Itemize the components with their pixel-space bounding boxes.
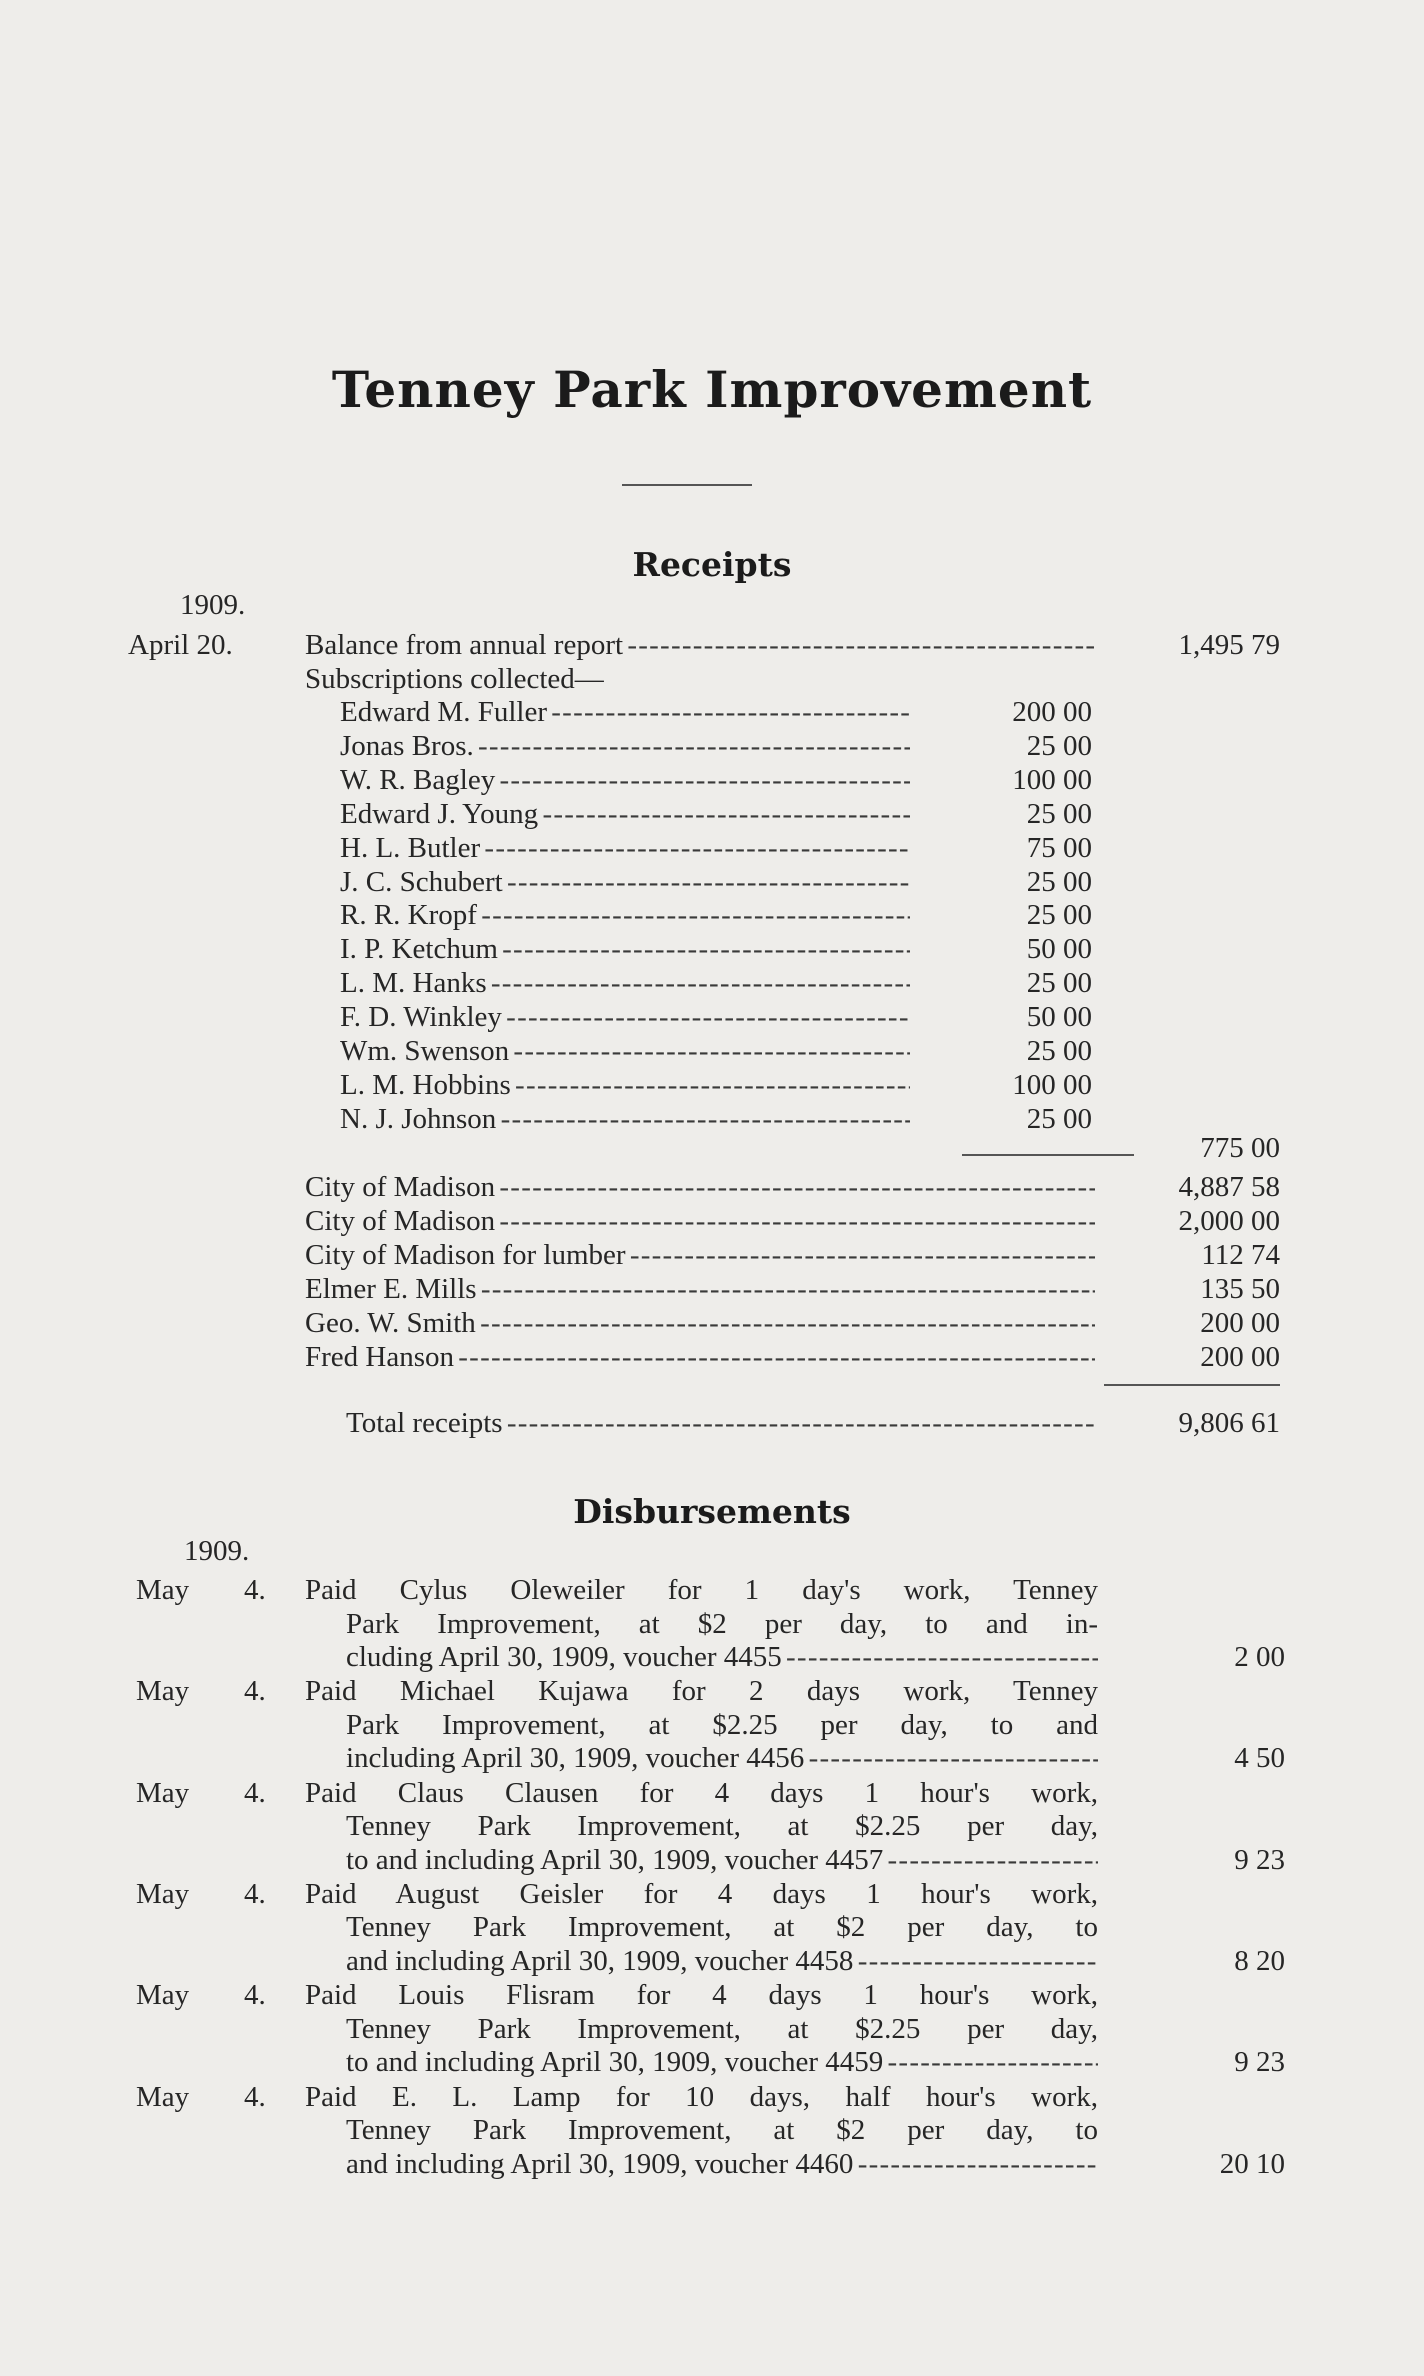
subscription-amount: 25 00	[1026, 1035, 1092, 1067]
entry-month: May	[136, 1776, 190, 1809]
entry-amount: 8 20	[1234, 1944, 1285, 1977]
entry-text: Tenney Park Improvement, at $2.25 per day,	[346, 2012, 1098, 2045]
receipt-row	[305, 1238, 1095, 1272]
receipt-row	[305, 1272, 1095, 1306]
balance-label: Balance from annual report - - -	[305, 628, 1095, 662]
receipt-amount: 135 50	[1200, 1272, 1280, 1305]
entry-text: and including April 30, 1909, voucher 4460 - - -	[346, 2147, 1098, 2181]
receipt-label: City of Madison - - -	[305, 1204, 1095, 1238]
entry-line	[346, 1944, 1098, 1978]
subscription-row	[340, 831, 910, 865]
receipt-amount: 200 00	[1200, 1306, 1280, 1339]
receipts-date: April 20.	[128, 629, 233, 661]
subscriber-name: I. P. Ketchum - - -	[340, 932, 910, 966]
entry-line	[346, 1640, 1098, 1674]
receipt-amount: 112 74	[1201, 1238, 1280, 1271]
entry-text: Paid Louis Flisram for 4 days 1 hour's work,	[305, 1979, 1098, 2012]
entry-line	[346, 1843, 1098, 1877]
subscriber-name: F. D. Winkley - - -	[340, 1000, 910, 1034]
entry-text: Paid Cylus Oleweiler for 1 day's work, Tenney	[305, 1574, 1098, 1606]
receipt-amount: 2,000 00	[1178, 1204, 1280, 1237]
subscription-amount: 100 00	[1012, 763, 1092, 796]
total-amount: 9,806 61	[1178, 1407, 1280, 1439]
subscriber-name: Jonas Bros. - - -	[340, 729, 910, 763]
entry-line	[346, 2045, 1098, 2079]
total-row	[346, 1406, 1096, 1440]
subscription-amount: 25 00	[1026, 1102, 1092, 1135]
entry-month: May	[136, 1979, 190, 2012]
subscription-row	[340, 1102, 910, 1136]
subscriptions-total-amount: 775 00	[1200, 1132, 1280, 1164]
entry-line	[346, 2147, 1098, 2181]
balance-row	[305, 628, 1095, 662]
receipts-year: 1909.	[180, 589, 246, 621]
entry-month: May	[136, 1574, 190, 1606]
entry-day: 4.	[244, 1675, 266, 1708]
entry-text: cluding April 30, 1909, voucher 4455 - - -	[346, 1640, 1098, 1674]
entry-day: 4.	[244, 1979, 266, 2012]
receipt-row	[305, 1340, 1095, 1374]
subscription-amount: 50 00	[1026, 933, 1092, 966]
receipt-row	[305, 1306, 1095, 1340]
subscription-amount: 25 00	[1026, 797, 1092, 830]
subscription-row	[340, 1000, 910, 1034]
entry-month: May	[136, 1877, 190, 1910]
subscriber-name: L. M. Hanks - - -	[340, 966, 910, 1000]
entry-amount: 4 50	[1234, 1742, 1285, 1775]
subscription-amount: 75 00	[1026, 831, 1092, 864]
subscription-row	[340, 797, 910, 831]
entry-amount: 9 23	[1234, 2046, 1285, 2079]
entry-text: Paid Michael Kujawa for 2 days work, Tenney	[305, 1675, 1098, 1708]
subscriptions-label: Subscriptions collected—	[305, 663, 604, 695]
entry-day: 4.	[244, 2080, 266, 2113]
receipts-heading: Receipts	[632, 545, 792, 584]
subscription-row	[340, 763, 910, 797]
subscription-row	[340, 966, 910, 1000]
subscription-row	[340, 898, 910, 932]
entry-month: May	[136, 1675, 190, 1708]
total-label: Total receipts - - -	[346, 1406, 1096, 1440]
entry-day: 4.	[244, 1877, 266, 1910]
receipt-label: Fred Hanson - - -	[305, 1340, 1095, 1374]
subscriber-name: H. L. Butler - - -	[340, 831, 910, 865]
entry-text: Park Improvement, at $2.25 per day, to and	[346, 1708, 1098, 1741]
entry-text: Tenney Park Improvement, at $2 per day, to	[346, 1911, 1098, 1944]
entry-text: to and including April 30, 1909, voucher 4457 - - -	[346, 1843, 1098, 1877]
receipt-label: City of Madison for lumber - - -	[305, 1238, 1095, 1272]
subscriber-name: Wm. Swenson - - -	[340, 1034, 910, 1068]
subscription-row	[340, 695, 910, 729]
entry-text: Tenney Park Improvement, at $2.25 per day,	[346, 1810, 1098, 1843]
receipt-amount: 200 00	[1200, 1340, 1280, 1373]
subscriber-name: Edward J. Young - - -	[340, 797, 910, 831]
receipt-label: Elmer E. Mills - - -	[305, 1272, 1095, 1306]
subscriber-name: N. J. Johnson - - -	[340, 1102, 910, 1136]
entry-text: Paid August Geisler for 4 days 1 hour's work,	[305, 1877, 1098, 1910]
subscription-amount: 25 00	[1026, 865, 1092, 898]
disbursements-heading: Disbursements	[573, 1492, 851, 1531]
entry-amount: 20 10	[1219, 2147, 1285, 2180]
subscriber-name: W. R. Bagley - - -	[340, 763, 910, 797]
entry-day: 4.	[244, 1574, 266, 1606]
receipts-total-rule	[1104, 1384, 1280, 1386]
entry-text: to and including April 30, 1909, voucher 4459 - - -	[346, 2045, 1098, 2079]
entry-text: and including April 30, 1909, voucher 4458 - - -	[346, 1944, 1098, 1978]
subscription-amount: 25 00	[1026, 899, 1092, 932]
subscriber-name: J. C. Schubert - - -	[340, 865, 910, 899]
subscription-row	[340, 1068, 910, 1102]
subscriber-name: Edward M. Fuller - - -	[340, 695, 910, 729]
entry-text: Paid Claus Clausen for 4 days 1 hour's work,	[305, 1776, 1098, 1809]
receipt-row	[305, 1204, 1095, 1238]
title-divider	[622, 484, 752, 486]
subscription-amount: 200 00	[1012, 696, 1092, 728]
entry-amount: 2 00	[1234, 1641, 1285, 1673]
entry-day: 4.	[244, 1776, 266, 1809]
entry-month: May	[136, 2080, 190, 2113]
entry-text: Tenney Park Improvement, at $2 per day, to	[346, 2114, 1098, 2146]
receipt-row	[305, 1170, 1095, 1204]
receipt-amount: 4,887 58	[1178, 1171, 1280, 1203]
disbursements-year: 1909.	[184, 1535, 250, 1567]
entry-text: including April 30, 1909, voucher 4456 - - -	[346, 1741, 1098, 1775]
balance-amount: 1,495 79	[1178, 629, 1280, 661]
entry-line	[346, 1741, 1098, 1775]
subscription-amount: 100 00	[1012, 1068, 1092, 1101]
entry-amount: 9 23	[1234, 1843, 1285, 1876]
entry-text: Paid E. L. Lamp for 10 days, half hour's work,	[305, 2080, 1098, 2113]
subscriber-name: L. M. Hobbins - - -	[340, 1068, 910, 1102]
subscription-row	[340, 932, 910, 966]
entry-text: Park Improvement, at $2 per day, to and in-	[346, 1607, 1098, 1640]
subscriber-name: R. R. Kropf - - -	[340, 898, 910, 932]
subscription-amount: 25 00	[1026, 967, 1092, 1000]
subscription-row	[340, 1034, 910, 1068]
subscription-amount: 50 00	[1026, 1001, 1092, 1034]
receipt-label: Geo. W. Smith - - -	[305, 1306, 1095, 1340]
subscription-row	[340, 865, 910, 899]
page-title: Tenney Park Improvement	[331, 360, 1093, 419]
receipt-label: City of Madison - - -	[305, 1170, 1095, 1204]
subscription-amount: 25 00	[1026, 729, 1092, 762]
subscription-row	[340, 729, 910, 763]
